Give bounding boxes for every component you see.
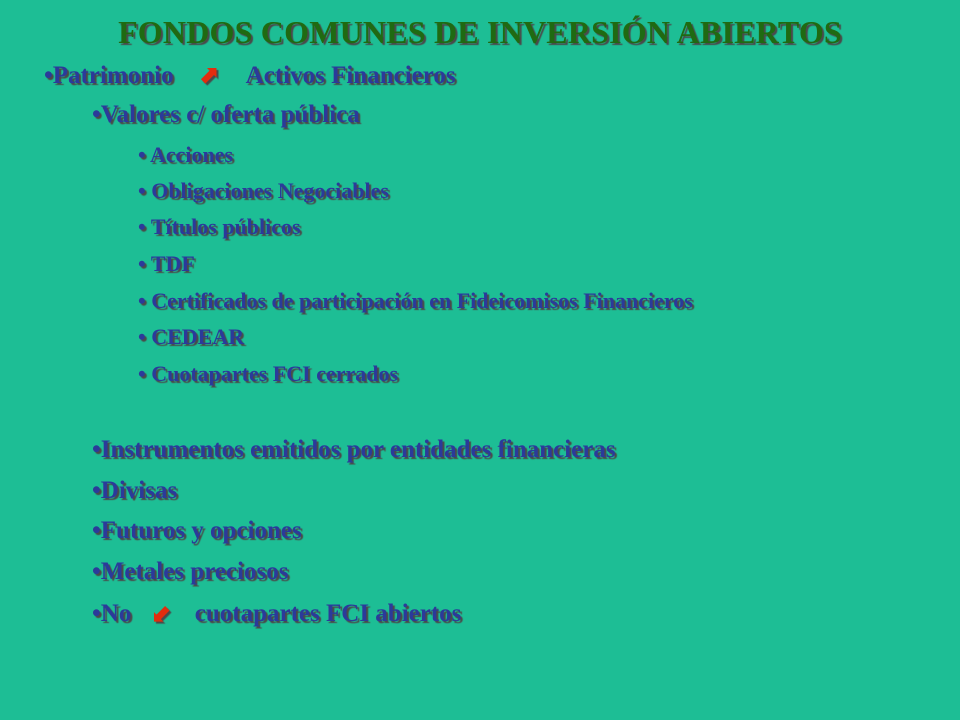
cuotapartes-label: cuotapartes FCI abiertos bbox=[194, 600, 462, 627]
list-item bbox=[92, 436, 616, 464]
sub-item-label: TDF bbox=[150, 251, 195, 276]
sub-item-label: CEDEAR bbox=[151, 324, 245, 349]
bullet: • bbox=[92, 477, 101, 504]
valores-label: Valores c/ oferta pública bbox=[100, 101, 360, 128]
list-item bbox=[92, 558, 288, 586]
sub-item-label: Certificados de participación en Fideicomisos Financieros bbox=[151, 288, 693, 313]
bullet: • bbox=[138, 214, 146, 239]
list-item-label: Instrumentos emitidos por entidades financieras bbox=[100, 436, 616, 463]
no-cuotapartes-item bbox=[92, 598, 461, 628]
sub-item bbox=[138, 288, 693, 314]
sub-item bbox=[138, 251, 195, 277]
sub-item-label: Obligaciones Negociables bbox=[151, 178, 389, 203]
valores-item bbox=[92, 101, 360, 129]
sub-item bbox=[138, 178, 389, 204]
arrow-up-right-icon: ⬈ bbox=[197, 60, 219, 89]
arrow-down-left-icon: ⬋ bbox=[151, 598, 173, 627]
page-title: FONDOS COMUNES DE INVERSIÓN ABIERTOS bbox=[118, 14, 842, 50]
bullet: • bbox=[138, 178, 146, 203]
list-item-label: Divisas bbox=[100, 477, 178, 504]
bullet: • bbox=[92, 558, 101, 585]
sub-item-label: Cuotapartes FCI cerrados bbox=[151, 361, 399, 386]
activos-financieros-label: Activos Financieros bbox=[245, 62, 456, 89]
bullet: • bbox=[92, 101, 101, 128]
bullet: • bbox=[138, 288, 146, 313]
patrimonio-item bbox=[44, 60, 456, 90]
no-label: No bbox=[100, 600, 132, 627]
sub-item bbox=[138, 324, 244, 350]
list-item bbox=[92, 517, 302, 545]
bullet: • bbox=[92, 600, 101, 627]
list-item-label: Futuros y opciones bbox=[100, 517, 302, 544]
bullet: • bbox=[138, 324, 146, 349]
sub-item bbox=[138, 214, 301, 240]
list-item-label: Metales preciosos bbox=[100, 558, 289, 585]
patrimonio-label: Patrimonio bbox=[52, 62, 174, 89]
bullet: • bbox=[92, 436, 101, 463]
bullet: • bbox=[138, 142, 146, 167]
sub-item bbox=[138, 142, 233, 168]
bullet: • bbox=[138, 361, 146, 386]
bullet: • bbox=[44, 62, 53, 89]
bullet: • bbox=[138, 251, 146, 276]
sub-item bbox=[138, 361, 398, 387]
bullet: • bbox=[92, 517, 101, 544]
sub-item-label: Títulos públicos bbox=[150, 214, 301, 239]
list-item bbox=[92, 477, 177, 505]
sub-item-label: Acciones bbox=[150, 142, 234, 167]
